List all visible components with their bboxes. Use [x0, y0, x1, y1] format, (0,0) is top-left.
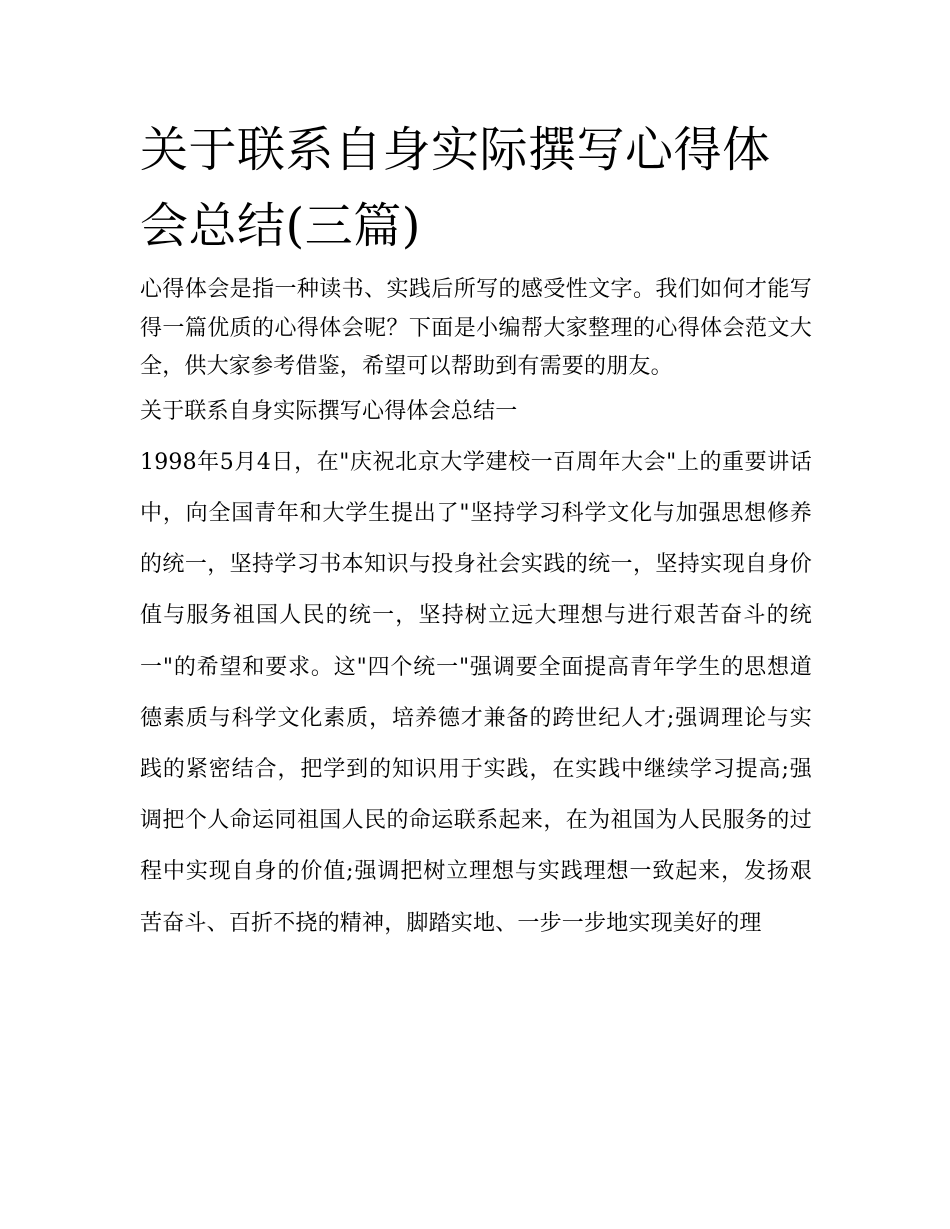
- body-paragraph: 1998年5月4日，在"庆祝北京大学建校一百周年大会"上的重要讲话中，向全国青年和大学生提出了"坚持学习科学文化与加强思想修养的统一，坚持学习书本知识与投身社会实践的统一，坚持实现自身价值与服务祖国人民的统一，坚持树立远大理想与进行艰苦奋斗的统一"的希望和要求。这"四个统一"强调要全面提高青年学生的思想道德素质与科学文化素质，培养德才兼备的跨世纪人才;强调理论与实践的紧密结合，把学到的知识用于实践，在实践中继续学习提高;强调把个人命运同祖国人民的命运联系起来，在为祖国为人民服务的过程中实现自身的价值;强调把树立理想与实践理想一致起来，发扬艰苦奋斗、百折不挠的精神，脚踏实地、一步一步地实现美好的理: [140, 449, 812, 936]
- document-title: 关于联系自身实际撰写心得体会总结(三篇): [140, 122, 771, 254]
- section-heading: 关于联系自身实际撰写心得体会总结一: [140, 398, 518, 424]
- document-content: [140, 112, 812, 949]
- intro-paragraph: 心得体会是指一种读书、实践后所写的感受性文字。我们如何才能写得一篇优质的心得体会呢？下面是小编帮大家整理的心得体会范文大全，供大家参考借鉴，希望可以帮助到有需要的朋友。: [140, 277, 812, 380]
